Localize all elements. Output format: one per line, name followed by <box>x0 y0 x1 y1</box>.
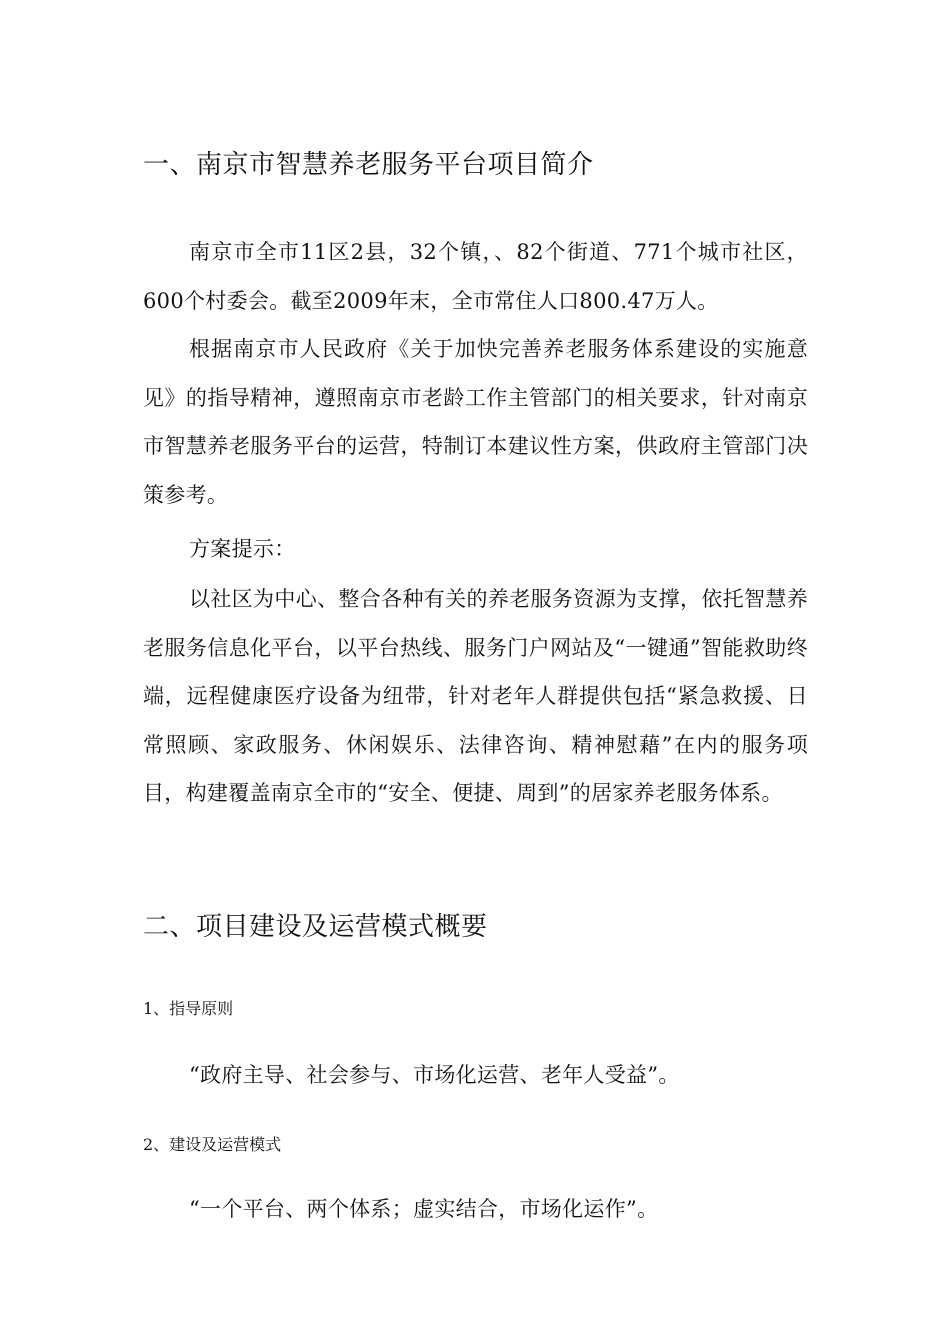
subsection-1-heading: 1、指导原则 <box>143 999 234 1018</box>
section-1-paragraph-overview: 南京市全市11区2县，32个镇，、82个街道、771个城市社区，600个村委会。截至2009年末，全市常住人口800.47万人。 <box>143 240 808 313</box>
subsection-2-text: “一个平台、两个体系；虚实结合，市场化运作”。 <box>189 1197 659 1221</box>
subsection-1-text: “政府主导、社会参与、市场化运营、老年人受益”。 <box>189 1063 680 1087</box>
subsection-2-heading: 2、建设及运营模式 <box>143 1135 282 1154</box>
section-1-paragraph-tip-label: 方案提示： <box>189 537 296 561</box>
section-2-heading: 二、项目建设及运营模式概要 <box>143 912 488 942</box>
section-1-paragraph-tip-body: 以社区为中心、整合各种有关的养老服务资源为支撑，依托智慧养老服务信息化平台，以平台热线、服务门户网站及“一键通”智能救助终端，远程健康医疗设备为纽带，针对老年人群提供包括“紧急救援、日常照顾、家政服务、休闲娱乐、法律咨询、精神慰藉”在内的服务项目，构建覆盖南京全市的“安全、便捷、周到”的居家养老服务体系。 <box>143 587 808 805</box>
section-1-paragraph-basis: 根据南京市人民政府《关于加快完善养老服务体系建设的实施意见》的指导精神，遵照南京市老龄工作主管部门的相关要求，针对南京市智慧养老服务平台的运营，特制订本建议性方案，供政府主管部门决策参考。 <box>143 337 808 507</box>
section-1-heading: 一、南京市智慧养老服务平台项目简介 <box>143 150 594 180</box>
